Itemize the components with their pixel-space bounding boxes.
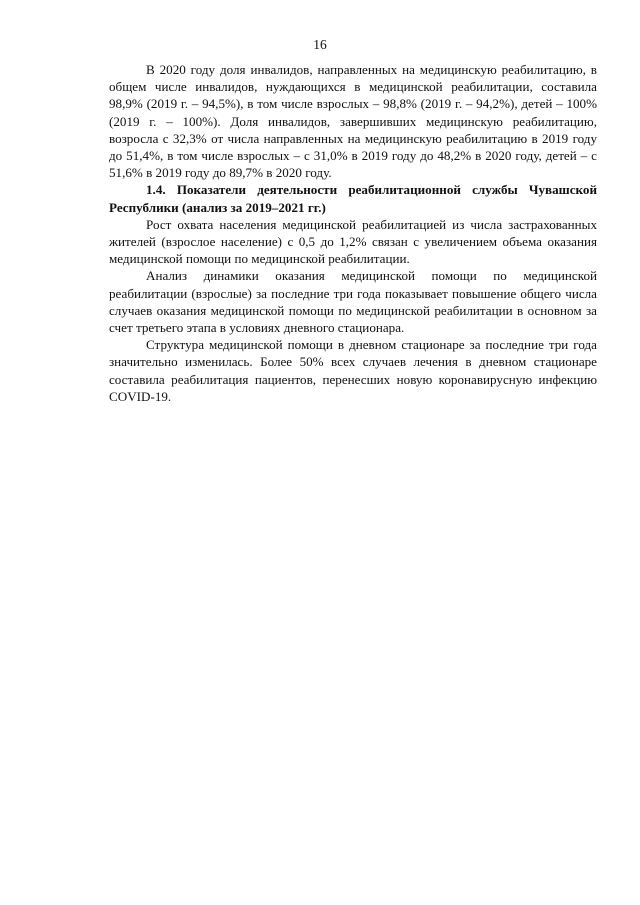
page-number: 16: [313, 37, 327, 52]
section-heading: 1.4. Показатели деятельности реабилитационной службы Чувашской Республики (анализ за 2019–2021 гг.): [109, 182, 597, 215]
paragraph-coverage-growth: Рост охвата населения медицинской реабилитацией из числа застрахованных жителей (взрослое население) с 0,5 до 1,2% связан с увеличением объема оказания медицинской помощи по медицинской реабилитации.: [109, 216, 597, 267]
document-body: [109, 61, 597, 405]
paragraph-dynamics-analysis: Анализ динамики оказания медицинской помощи по медицинской реабилитации (взрослые) за последние три года показывает повышение общего числа случаев оказания медицинской помощи по медицинской реабилитации в основном за счет третьего этапа в условиях дневного стационара.: [109, 268, 597, 336]
paragraph-disability-rehab-stats: В 2020 году доля инвалидов, направленных на медицинскую реабилитацию, в общем числе инвалидов, нуждающихся в медицинской реабилитации, составила 98,9% (2019 г. – 94,5%), в том числе взрослых – 98,8% (2019 г. – 94,2%), детей – 100% (2019 г. – 100%). Доля инвалидов, завершивших медицинскую реабилитацию, возросла с 32,3% от числа направленных на медицинскую реабилитацию в 2019 году до 51,4%, в том числе взрослых – с 31,0% в 2019 году до 48,2% в 2020 году, детей – с 51,6% в 2019 году до 89,7% в 2020 году.: [109, 62, 597, 181]
paragraph-day-hospital-structure: Структура медицинской помощи в дневном стационаре за последние три года значительно изменилась. Более 50% всех случаев лечения в дневном стационаре составила реабилитация пациентов, перенесших новую коронавирусную инфекцию COVID-19.: [109, 337, 597, 404]
